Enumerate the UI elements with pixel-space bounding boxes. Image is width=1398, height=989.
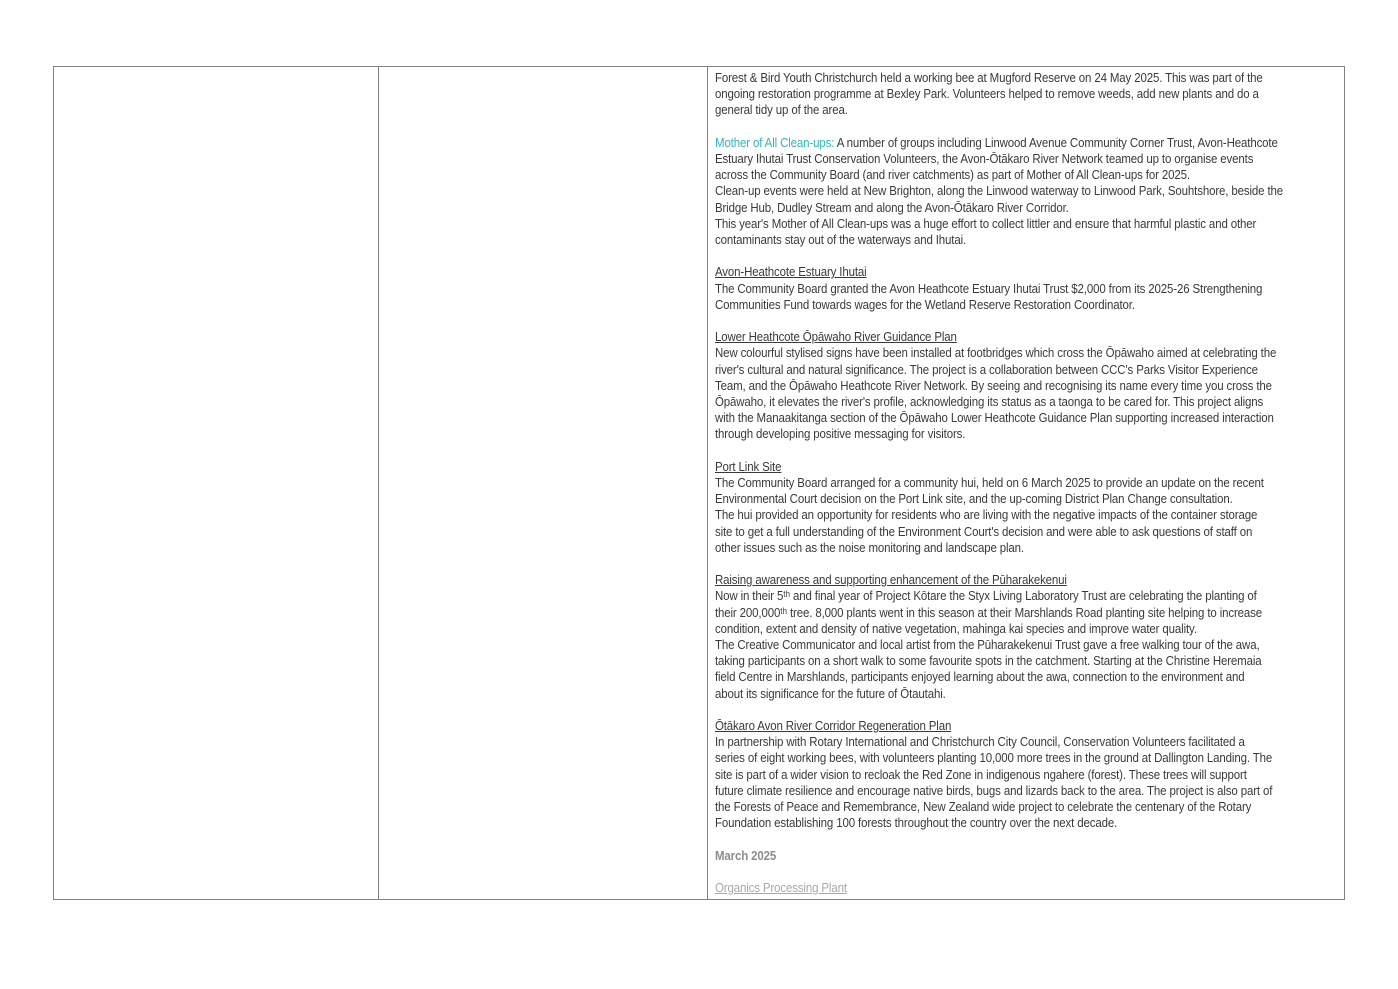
text-line: Communities Fund towards wages for the Wetland Reserve Restoration Coordinator. [714,296,1135,312]
section-otakaro-avon-regeneration [715,718,1341,831]
section-forest-and-bird [715,70,1341,119]
text-line: general tidy up of the area. [714,102,848,118]
text-line: site to get a full understanding of the Environment Court's decision and were able to ask questions of staff on [714,523,1253,539]
section-heading: Avon-Heathcote Estuary Ihutai [714,264,867,280]
section-avon-heathcote-estuary [715,264,1341,313]
text-line [715,135,1341,151]
section-puharakekenui [715,572,1341,702]
text-line: with the Manaakitanga section of the Ōpāwaho Lower Heathcote Guidance Plan supporting increased interaction [714,410,1274,426]
text-line: contaminants stay out of the waterways and Ihutai. [714,232,967,248]
text-line: Bridge Hub, Dudley Stream and along the Avon-Ōtākaro River Corridor. [714,199,1069,215]
text-line: New colourful stylised signs have been installed at footbridges which cross the Ōpāwaho aimed at celebrating the [714,345,1277,361]
table-cell-middle-empty [379,67,708,899]
text-line: condition, extent and density of native vegetation, mahinga kai species and improve water quality. [714,620,1197,636]
text-line: the Forests of Peace and Remembrance, New Zealand wide project to celebrate the centenary of the Rotary [714,799,1252,815]
table-cell-left-empty [54,67,379,899]
text-line: field Centre in Marshlands, participants enjoyed learning about the awa, connection to the environment and [714,669,1245,685]
section-heading: Port Link Site [714,458,782,474]
text-line: Clean-up events were held at New Brighton, along the Linwood waterway to Linwood Park, Souhtshore, beside the [714,183,1284,199]
section-mother-of-all-clean-ups [715,135,1341,248]
section-heading: Lower Heathcote Ōpāwaho River Guidance Plan [714,329,957,345]
text-line: other issues such as the noise monitoring and landscape plan. [714,539,1024,555]
text-line: Estuary Ihutai Trust Conservation Volunteers, the Avon-Ōtākaro River Network teamed up to organise events [714,151,1254,166]
section-march-2025 [715,848,1341,864]
section-organics-processing-plant [715,880,1341,896]
clean-ups-lead-label: Mother of All Clean-ups: [714,134,835,150]
text-line: about its significance for the future of Ōtautahi. [714,685,946,701]
text-line: This year's Mother of All Clean-ups was a huge effort to collect littler and ensure that harmful plastic and other [714,215,1257,231]
text-line: future climate resilience and encourage native birds, bugs and lizards back to the area. The project is also part of [714,782,1273,798]
text-line: Team, and the Ōpāwaho Heathcote River Network. By seeing and recognising its name every time you cross the [714,377,1272,393]
text-line: river's cultural and natural significance. The project is a collaboration between CCC's Parks Visitor Experience [714,361,1258,377]
text-line: through developing positive messaging for visitors. [714,426,966,442]
text-line: site is part of a wider vision to recloak the Red Zone in indigenous ngahere (forest). These trees will support [714,766,1247,782]
section-port-link-site [715,459,1341,556]
text-line: Now in their 5ᵗʰ and final year of Project Kōtare the Styx Living Laboratory Trust are celebrating the planting of [714,588,1257,604]
text-line: The Community Board granted the Avon Heathcote Estuary Ihutai Trust $2,000 from its 2025-26 Strengthening [714,280,1263,296]
organics-processing-plant-link[interactable]: Organics Processing Plant [714,880,847,896]
month-subheading: March 2025 [714,847,777,863]
section-heading: Ōtākaro Avon River Corridor Regeneration Plan [714,718,952,734]
text-line: The hui provided an opportunity for residents who are living with the negative impacts of the container storage [714,507,1258,523]
text-line: The Community Board arranged for a community hui, held on 6 March 2025 to provide an update on the recent [714,475,1264,491]
text-line: their 200,000ᵗʰ tree. 8,000 plants went in this season at their Marshlands Road planting site helping to increase [714,604,1263,620]
section-heading: Raising awareness and supporting enhancement of the Pūharakekenui [714,572,1067,588]
text-line: Forest & Bird Youth Christchurch held a working bee at Mugford Reserve on 24 May 2025. This was part of the [714,70,1263,85]
text-line: series of eight working bees, with volunteers planting 10,000 more trees in the ground at Dallington Landing. The [714,750,1273,766]
text-line-rest: A number of groups including Linwood Avenue Community Corner Trust, Avon-Heathcote [834,134,1278,150]
text-line: In partnership with Rotary International and Christchurch City Council, Conservation Volunteers facilitated a [714,734,1245,750]
text-line: taking participants on a short walk to some favourite spots in the catchment. Starting at the Christine Heremaia [714,653,1262,669]
table-cell-content [708,67,1344,899]
text-line: Ōpāwaho, it elevates the river's profile, acknowledging its status as a taonga to be cared for. This project aligns [714,394,1264,410]
cell-text-content [708,67,1341,896]
text-line: Environmental Court decision on the Port Link site, and the up-coming District Plan Change consultation. [714,491,1233,507]
text-line: ongoing restoration programme at Bexley Park. Volunteers helped to remove weeds, add new plants and do a [714,86,1259,102]
text-line: Foundation establishing 100 forests throughout the country over the next decade. [714,815,1118,831]
section-lower-heathcote-guidance-plan [715,329,1341,442]
text-line: The Creative Communicator and local artist from the Pūharakekenui Trust gave a free walking tour of the awa, [714,637,1260,653]
text-line: across the Community Board (and river catchments) as part of Mother of All Clean-ups for 2025. [714,167,1190,183]
report-table [53,66,1345,900]
